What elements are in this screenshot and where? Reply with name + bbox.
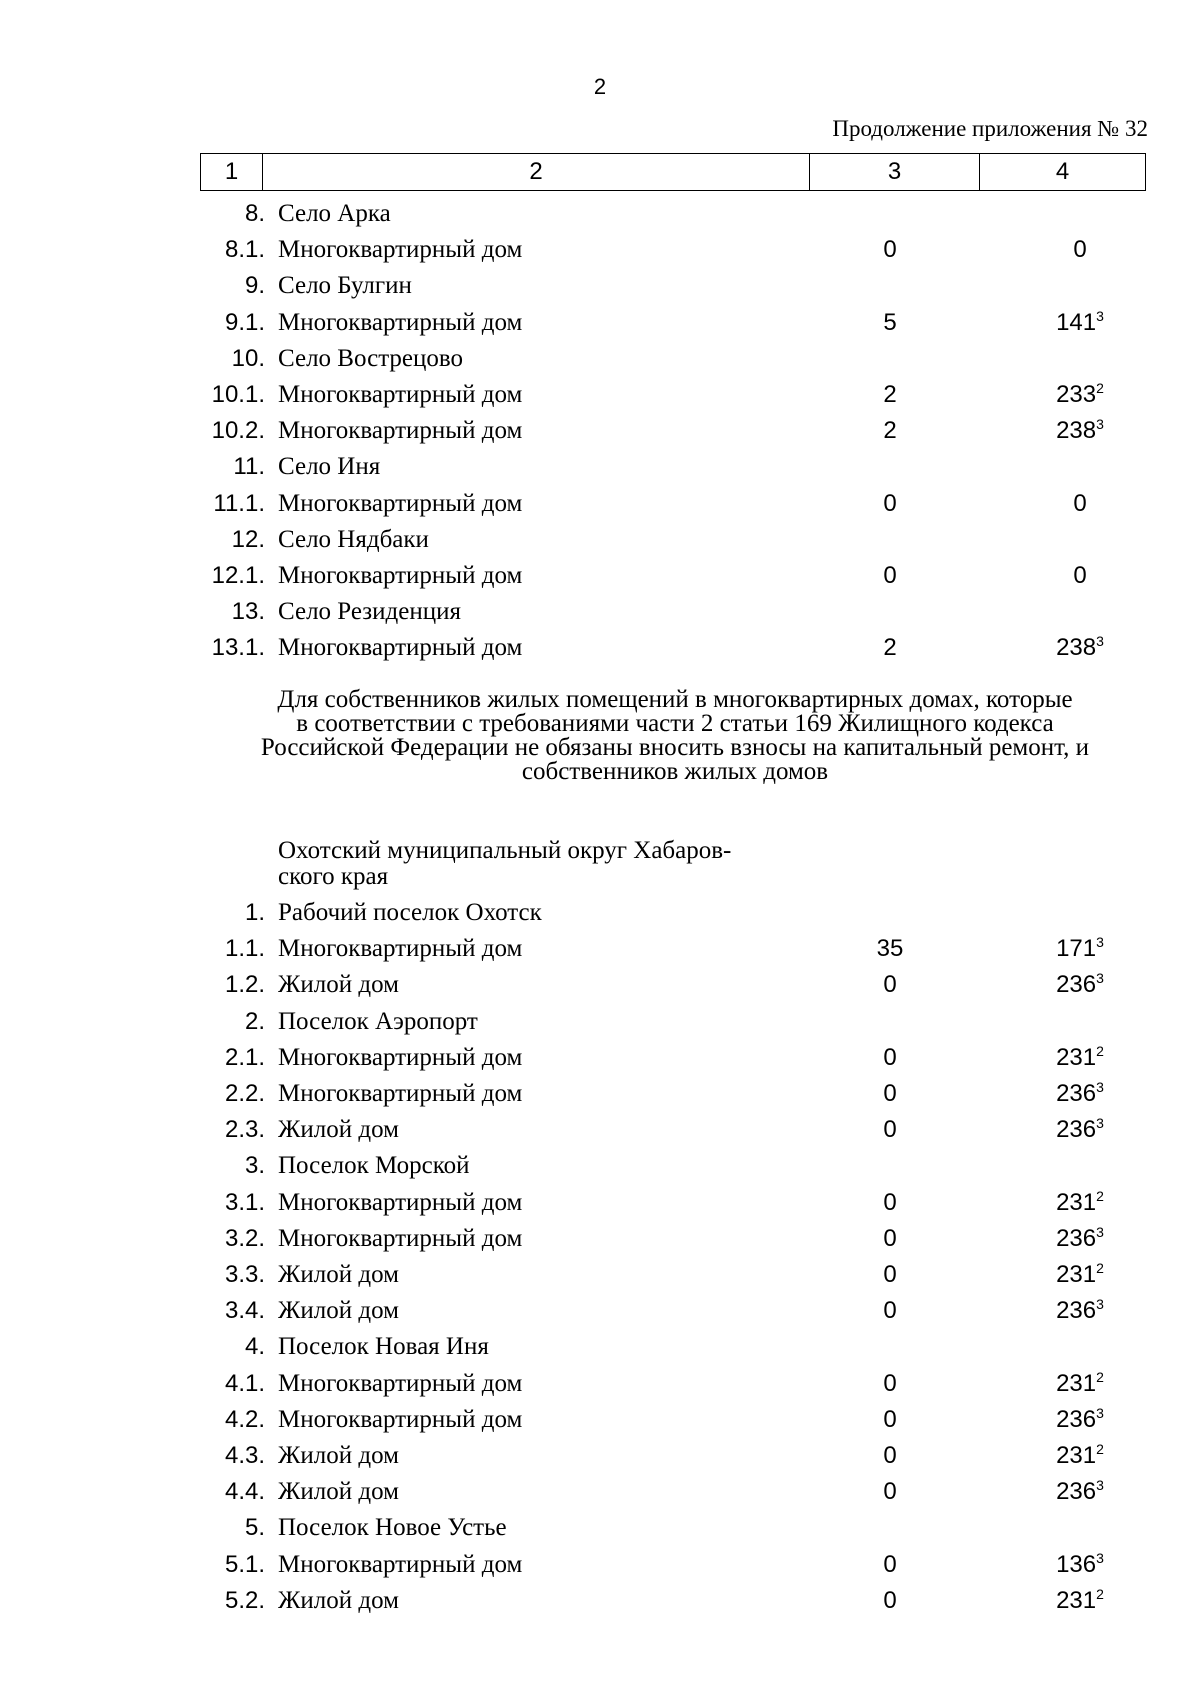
row-name: Многоквартирный дом bbox=[278, 935, 523, 963]
row-number: 3.3. bbox=[224, 1261, 265, 1288]
row-number: 1.2. bbox=[224, 971, 265, 999]
row-value-number: 141 bbox=[1056, 308, 1097, 336]
footnote-marker: 3 bbox=[1096, 416, 1104, 433]
row-count: 0 bbox=[883, 1188, 897, 1216]
table-row bbox=[0, 1369, 1200, 1399]
row-name: Многоквартирный дом bbox=[278, 634, 523, 662]
row-number: 9. bbox=[244, 272, 265, 300]
table-column-header bbox=[200, 153, 1146, 191]
column-header-1: 1 bbox=[201, 154, 263, 190]
footnote-marker: 2 bbox=[1096, 1585, 1104, 1602]
table-row bbox=[0, 970, 1200, 1000]
row-count: 0 bbox=[883, 1224, 897, 1252]
annex-title: Продолжение приложения № 32 bbox=[832, 116, 1148, 141]
row-number: 11.1. bbox=[213, 489, 265, 517]
row-name: Многоквартирный дом bbox=[278, 1405, 523, 1433]
table-row bbox=[0, 452, 1200, 482]
row-name: Село Арка bbox=[278, 200, 391, 227]
row-value bbox=[1000, 1079, 1160, 1109]
row-count: 0 bbox=[883, 1261, 897, 1288]
row-number: 3.1. bbox=[224, 1188, 265, 1216]
row-value-number: 0 bbox=[1073, 489, 1087, 517]
footnote-marker: 3 bbox=[1096, 1477, 1104, 1494]
row-number: 2.1. bbox=[224, 1043, 265, 1071]
row-number: 10. bbox=[231, 344, 265, 372]
row-name: Многоквартирный дом bbox=[278, 417, 523, 445]
row-number: 13. bbox=[231, 598, 265, 626]
row-value bbox=[1000, 1550, 1160, 1580]
row-name: Многоквартирный дом bbox=[278, 1043, 523, 1071]
row-number: 10.1. bbox=[211, 381, 265, 408]
row-number: 4.4. bbox=[224, 1478, 265, 1506]
table-row bbox=[0, 308, 1200, 338]
footnote-marker: 2 bbox=[1096, 380, 1104, 396]
row-name: Село Иня bbox=[278, 453, 381, 481]
row-value-number: 236 bbox=[1056, 1080, 1097, 1107]
row-number: 1. bbox=[244, 899, 265, 926]
row-number: 5.1. bbox=[224, 1550, 265, 1578]
row-value-number: 236 bbox=[1056, 1116, 1097, 1144]
row-value-number: 231 bbox=[1056, 1188, 1097, 1216]
row-value bbox=[1000, 1405, 1160, 1435]
row-value bbox=[1000, 1260, 1160, 1290]
row-value-number: 171 bbox=[1056, 935, 1097, 963]
row-number: 11. bbox=[233, 453, 265, 481]
table-row bbox=[0, 597, 1200, 627]
table-row bbox=[0, 1151, 1200, 1181]
row-number: 2.3. bbox=[224, 1116, 265, 1144]
row-count: 0 bbox=[883, 489, 897, 517]
row-count: 2 bbox=[883, 634, 897, 662]
row-number: 5.2. bbox=[224, 1586, 265, 1614]
row-value bbox=[1000, 1043, 1160, 1073]
footnote-marker: 2 bbox=[1096, 1042, 1104, 1059]
table-row bbox=[0, 1405, 1200, 1435]
row-count: 0 bbox=[883, 1478, 897, 1506]
table-row bbox=[0, 235, 1200, 265]
row-count: 0 bbox=[883, 1043, 897, 1071]
row-name: Многоквартирный дом bbox=[278, 562, 523, 589]
footnote-marker: 3 bbox=[1096, 1296, 1104, 1313]
table-row bbox=[0, 1224, 1200, 1254]
footnote-marker: 2 bbox=[1096, 1368, 1104, 1385]
footnote-marker: 3 bbox=[1096, 1223, 1104, 1240]
district-heading bbox=[278, 838, 818, 890]
row-name: Жилой дом bbox=[278, 1116, 399, 1144]
district-line: ского края bbox=[278, 863, 389, 890]
row-value bbox=[1000, 561, 1160, 591]
row-value-number: 238 bbox=[1056, 634, 1097, 662]
footnote-marker: 2 bbox=[1096, 1260, 1104, 1276]
footnote-marker: 3 bbox=[1096, 1079, 1104, 1095]
row-count: 5 bbox=[883, 308, 897, 336]
row-count: 0 bbox=[883, 1116, 897, 1144]
row-number: 5. bbox=[244, 1514, 265, 1542]
row-name: Многоквартирный дом bbox=[278, 1550, 523, 1578]
row-value-number: 231 bbox=[1056, 1369, 1097, 1397]
row-count: 0 bbox=[883, 1550, 897, 1578]
column-header-2: 2 bbox=[263, 154, 810, 190]
table-row bbox=[0, 416, 1200, 446]
row-count: 0 bbox=[883, 1080, 897, 1107]
row-value bbox=[1000, 934, 1160, 964]
row-value bbox=[1000, 489, 1160, 519]
table-row bbox=[0, 344, 1200, 374]
row-name: Многоквартирный дом bbox=[278, 489, 523, 517]
row-number: 2. bbox=[244, 1007, 265, 1035]
row-number: 4. bbox=[244, 1333, 265, 1361]
note-line: в соответствии с требованиями части 2 статьи 169 Жилищного кодекса bbox=[296, 710, 1054, 737]
table-row bbox=[0, 199, 1200, 229]
note-line: Российской Федерации не обязаны вносить взносы на капитальный ремонт, и bbox=[260, 734, 1090, 761]
table-row bbox=[0, 1043, 1200, 1073]
footnote-marker: 3 bbox=[1096, 1549, 1104, 1566]
row-name: Многоквартирный дом bbox=[278, 1369, 523, 1397]
table-row bbox=[0, 271, 1200, 301]
row-value bbox=[1000, 633, 1160, 663]
row-count: 0 bbox=[883, 1369, 897, 1397]
row-number: 13.1. bbox=[211, 634, 265, 662]
row-value bbox=[1000, 1296, 1160, 1326]
row-value-number: 236 bbox=[1056, 1478, 1097, 1506]
row-value-number: 231 bbox=[1056, 1261, 1097, 1288]
note-line: Для собственников жилых помещений в многоквартирных домах, которые bbox=[277, 686, 1073, 713]
row-value bbox=[1000, 416, 1160, 446]
row-number: 8. bbox=[244, 200, 265, 227]
table-row bbox=[0, 1079, 1200, 1109]
row-value bbox=[1000, 1115, 1160, 1145]
row-name: Многоквартирный дом bbox=[278, 1080, 523, 1107]
row-count: 0 bbox=[883, 236, 897, 264]
row-value bbox=[1000, 1441, 1160, 1471]
row-name: Многоквартирный дом bbox=[278, 1188, 523, 1216]
row-name: Поселок Аэропорт bbox=[278, 1007, 478, 1035]
table-row bbox=[0, 1332, 1200, 1362]
footnote-marker: 3 bbox=[1096, 633, 1104, 650]
table-row bbox=[0, 489, 1200, 519]
table-row bbox=[0, 1477, 1200, 1507]
row-count: 2 bbox=[883, 417, 897, 445]
row-value-number: 231 bbox=[1056, 1442, 1097, 1469]
row-count: 0 bbox=[883, 971, 897, 999]
section-note bbox=[190, 688, 1160, 784]
row-number: 12. bbox=[231, 525, 265, 553]
footnote-marker: 2 bbox=[1096, 1187, 1104, 1204]
row-count: 2 bbox=[883, 381, 897, 408]
row-number: 4.3. bbox=[224, 1442, 265, 1469]
row-value-number: 236 bbox=[1056, 1224, 1097, 1252]
page-number: 2 bbox=[593, 74, 607, 99]
row-name: Жилой дом bbox=[278, 1261, 399, 1288]
row-name: Село Вострецово bbox=[278, 344, 464, 372]
row-value-number: 231 bbox=[1056, 1043, 1097, 1071]
footnote-marker: 3 bbox=[1096, 934, 1104, 951]
column-header-4: 4 bbox=[1055, 158, 1070, 185]
row-value-number: 136 bbox=[1056, 1550, 1097, 1578]
row-value bbox=[1000, 970, 1160, 1000]
row-count: 0 bbox=[883, 1297, 897, 1325]
row-count: 0 bbox=[883, 1442, 897, 1469]
table-row bbox=[0, 1550, 1200, 1580]
row-value-number: 233 bbox=[1056, 381, 1097, 408]
row-value-number: 236 bbox=[1056, 1405, 1097, 1433]
row-name: Жилой дом bbox=[278, 971, 399, 999]
row-number: 4.1. bbox=[224, 1369, 265, 1397]
footnote-marker: 3 bbox=[1096, 1404, 1104, 1421]
table-row bbox=[0, 633, 1200, 663]
row-value-number: 236 bbox=[1056, 971, 1097, 999]
row-value bbox=[1000, 1477, 1160, 1507]
row-value bbox=[1000, 1224, 1160, 1254]
row-value-number: 0 bbox=[1073, 236, 1087, 264]
row-name: Рабочий поселок Охотск bbox=[278, 899, 542, 926]
footnote-marker: 3 bbox=[1096, 1115, 1104, 1132]
row-name: Жилой дом bbox=[278, 1586, 399, 1614]
table-row bbox=[0, 561, 1200, 591]
row-number: 9.1. bbox=[224, 308, 265, 336]
row-name: Поселок Морской bbox=[278, 1152, 470, 1180]
table-row bbox=[0, 1007, 1200, 1037]
row-name: Жилой дом bbox=[278, 1297, 399, 1325]
table-row bbox=[0, 1296, 1200, 1326]
row-number: 8.1. bbox=[224, 236, 265, 264]
row-count: 0 bbox=[883, 562, 897, 589]
district-line: Охотский муниципальный округ Хабаров- bbox=[278, 837, 732, 864]
footnote-marker: 3 bbox=[1096, 970, 1104, 987]
table-row bbox=[0, 1188, 1200, 1218]
row-number: 3.2. bbox=[224, 1224, 265, 1252]
row-name: Многоквартирный дом bbox=[278, 1224, 523, 1252]
table-row bbox=[0, 1586, 1200, 1616]
row-count: 0 bbox=[883, 1405, 897, 1433]
table-row bbox=[0, 1513, 1200, 1543]
table-row bbox=[0, 1260, 1200, 1290]
row-value bbox=[1000, 1188, 1160, 1218]
row-value bbox=[1000, 380, 1160, 410]
row-name: Многоквартирный дом bbox=[278, 308, 523, 336]
table-row bbox=[0, 898, 1200, 928]
row-number: 2.2. bbox=[224, 1080, 265, 1107]
row-count: 35 bbox=[876, 935, 904, 963]
row-number: 3. bbox=[244, 1152, 265, 1180]
footnote-marker: 3 bbox=[1096, 307, 1104, 324]
table-row bbox=[0, 525, 1200, 555]
row-value-number: 238 bbox=[1056, 417, 1097, 445]
note-line: собственников жилых домов bbox=[521, 758, 829, 785]
table-row bbox=[0, 934, 1200, 964]
row-number: 10.2. bbox=[211, 417, 265, 445]
table-row bbox=[0, 1115, 1200, 1145]
row-value bbox=[1000, 235, 1160, 265]
row-value bbox=[1000, 308, 1160, 338]
table-row bbox=[0, 1441, 1200, 1471]
row-value bbox=[1000, 1586, 1160, 1616]
row-value-number: 0 bbox=[1073, 562, 1087, 589]
row-name: Село Нядбаки bbox=[278, 525, 429, 553]
row-name: Многоквартирный дом bbox=[278, 381, 523, 408]
row-name: Поселок Новое Устье bbox=[278, 1514, 507, 1542]
row-name: Поселок Новая Иня bbox=[278, 1333, 489, 1361]
row-name: Жилой дом bbox=[278, 1478, 399, 1506]
table-row bbox=[0, 380, 1200, 410]
footnote-marker: 2 bbox=[1096, 1441, 1104, 1457]
row-name: Село Резиденция bbox=[278, 598, 461, 626]
row-name: Жилой дом bbox=[278, 1442, 399, 1469]
row-value bbox=[1000, 1369, 1160, 1399]
row-number: 1.1. bbox=[224, 935, 265, 963]
column-header-3: 3 bbox=[810, 154, 980, 190]
row-number: 4.2. bbox=[224, 1405, 265, 1433]
row-number: 12.1. bbox=[211, 562, 265, 589]
row-value-number: 231 bbox=[1056, 1586, 1097, 1614]
row-number: 3.4. bbox=[224, 1297, 265, 1325]
row-name: Село Булгин bbox=[278, 272, 412, 300]
row-name: Многоквартирный дом bbox=[278, 236, 523, 264]
row-count: 0 bbox=[883, 1586, 897, 1614]
row-value-number: 236 bbox=[1056, 1297, 1097, 1325]
